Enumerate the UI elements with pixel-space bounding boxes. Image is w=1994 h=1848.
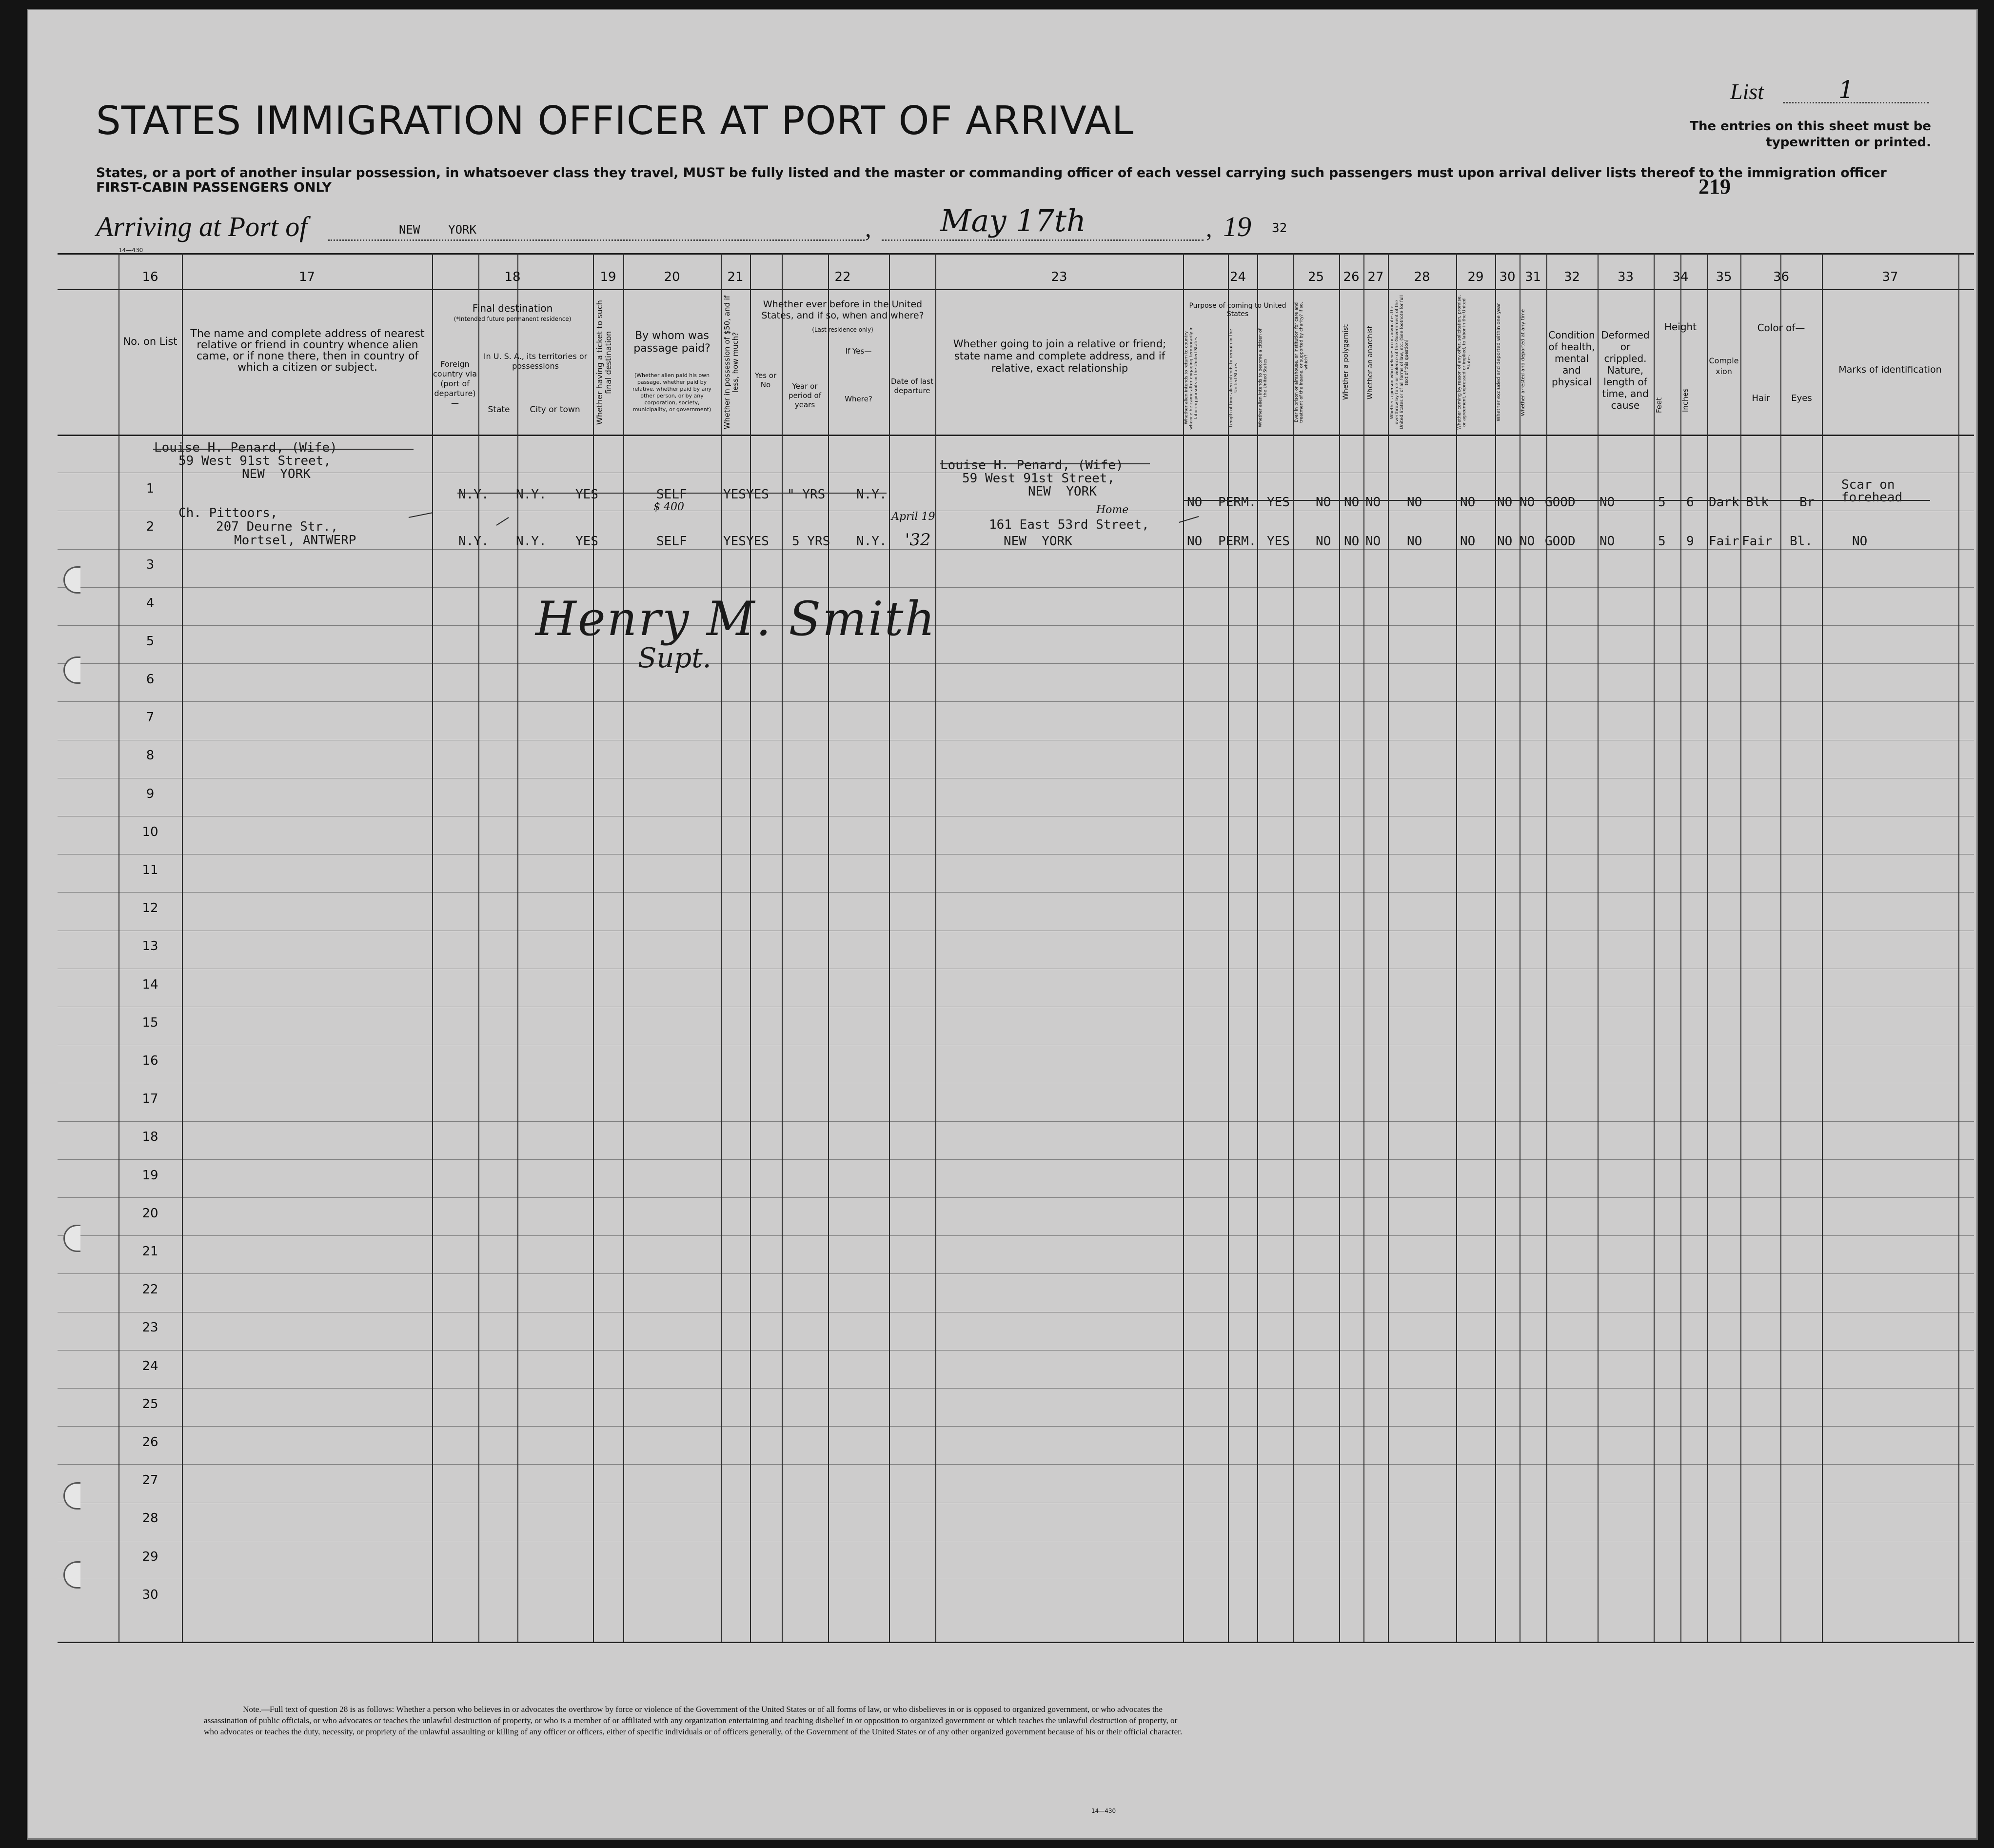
row-number: 16: [142, 1053, 158, 1068]
header-in-usa: In U. S. A., its territories or possessions: [483, 352, 588, 371]
header-hair: Hair: [1752, 393, 1770, 403]
r1-relative-city: NEW YORK: [242, 467, 311, 481]
binder-hole: [63, 1482, 80, 1510]
row-number: 21: [142, 1244, 158, 1259]
r2-health: GOOD: [1545, 534, 1576, 549]
r1-marks-line1: Scar on: [1841, 477, 1895, 492]
row-rule: [58, 663, 1974, 664]
strikethrough-overlay: [28, 10, 1976, 596]
row-number: 22: [142, 1282, 158, 1297]
r1-money: YES: [723, 487, 746, 502]
colnum-26: 26: [1343, 270, 1360, 284]
row-number: 18: [142, 1130, 158, 1145]
row-number: 4: [146, 596, 155, 611]
entries-note: The entries on this sheet must be typewritten or printed.: [1690, 119, 1931, 150]
r1-c28: NO: [1407, 495, 1422, 510]
row-number: 11: [142, 863, 158, 877]
colnum-21: 21: [727, 270, 744, 284]
r2-join-street: 161 East 53rd Street,: [989, 517, 1149, 532]
colnum-24: 24: [1229, 270, 1246, 284]
r1-deformed: NO: [1599, 495, 1615, 510]
header-purpose-length: Length of time alien intends to remain in the United States: [1229, 329, 1239, 427]
footer-form-code: 14—430: [1091, 1808, 1116, 1814]
r1-period: " YRS: [787, 487, 826, 502]
row-number: 6: [146, 672, 155, 687]
row-number: 25: [142, 1396, 158, 1411]
row-rule: [58, 625, 1974, 626]
comma-2: ,: [1206, 215, 1212, 242]
r2-c26: NO: [1344, 534, 1360, 549]
colnum-22: 22: [834, 270, 851, 284]
row-rule: [58, 1350, 1974, 1351]
row-number: 26: [142, 1435, 158, 1450]
r1-where: N.Y.: [856, 487, 887, 502]
r2-citizen: YES: [1267, 534, 1290, 549]
r2-c27: NO: [1365, 534, 1381, 549]
colnum-36: 36: [1773, 270, 1790, 284]
row-rule: [58, 1273, 1974, 1274]
header-overthrow: Whether a person who believes in or advocates the overthrow by force or violence of the Government of the United States or of all forms of law, etc. (See footnote for full text of this question): [1390, 295, 1409, 430]
port-value: NEW YORK: [399, 223, 476, 237]
r2-complexion: Fair: [1709, 534, 1739, 549]
colnum-31: 31: [1524, 270, 1541, 284]
year-prefix: 19: [1223, 211, 1251, 242]
colnum-32: 32: [1563, 270, 1580, 284]
row-rule: [58, 1426, 1974, 1427]
header-anarchist: Whether an anarchist: [1366, 325, 1374, 399]
row-number: 5: [146, 634, 155, 649]
arriving-label: Arriving at Port of: [96, 211, 308, 242]
r1-join-street: 59 West 91st Street,: [962, 471, 1115, 486]
table-bottom-border: [58, 1642, 1974, 1643]
header-arrested: Whether arrested and deported at any time: [1520, 309, 1526, 416]
r1-marks-line2: forehead: [1841, 490, 1903, 505]
check-mark-2: [496, 517, 509, 525]
r1-paid-by: SELF: [656, 487, 687, 502]
header-last-departure: Date of last departure: [891, 377, 933, 395]
r2-relative-name: Ch. Pittoors,: [178, 506, 278, 520]
colnum-16: 16: [142, 270, 158, 284]
r1-complexion: Dark: [1709, 495, 1739, 510]
r2-feet: 5: [1658, 534, 1666, 549]
colnum-17: 17: [298, 270, 316, 284]
header-ticket: Whether having a ticket to such final destination: [595, 300, 613, 425]
r2-join-city: NEW YORK: [1004, 534, 1072, 549]
header-polygamist: Whether a polygamist: [1342, 324, 1350, 400]
r1-ticket: YES: [575, 487, 598, 502]
date-handwritten: May 17th: [940, 203, 1086, 238]
header-by-whom-note: (Whether alien paid his own passage, whether paid by relative, whether paid by any other person, or by any corporation, society, municipality, or government): [632, 372, 711, 413]
officer-title: Supt.: [638, 642, 711, 674]
row-number: 13: [142, 939, 158, 954]
header-where: Where?: [845, 395, 872, 403]
r2-c28: NO: [1407, 534, 1422, 549]
r2-paid-by: SELF: [656, 534, 687, 549]
header-period: Year or period of years: [788, 382, 821, 409]
header-going-to-join: Whether going to join a relative or friend; state name and complete address, and if relative, exact relationship: [953, 338, 1166, 374]
r1-inches: 6: [1686, 495, 1694, 510]
r2-city: N.Y.: [516, 534, 547, 549]
header-purpose: Purpose of coming to United States: [1189, 302, 1286, 318]
colnum-34: 34: [1672, 270, 1689, 284]
r1-relative-street: 59 West 91st Street,: [178, 454, 332, 468]
row-rule: [58, 1197, 1974, 1198]
row-number: 15: [142, 1015, 158, 1030]
colnum-19: 19: [600, 270, 616, 284]
year-suffix: 32: [1272, 221, 1287, 236]
header-deformed: Deformed or crippled. Nature, length of time, and cause: [1601, 329, 1650, 411]
row-rule: [58, 1159, 1974, 1160]
row-rule: [58, 1464, 1974, 1465]
header-health: Condition of health, mental and physical: [1548, 329, 1595, 388]
r1-c29: NO: [1460, 495, 1476, 510]
r2-eyes: Bl.: [1790, 534, 1813, 549]
sheet-number: 219: [1698, 175, 1731, 199]
header-state: State: [488, 405, 510, 415]
header-nearest-relative: The name and complete address of nearest relative or friend in country whence alien came, or if none there, then in country of which a citizen or subject.: [190, 328, 425, 374]
header-final-destination-note: (*Intended future permanent residence): [454, 316, 572, 322]
r1-join-city: NEW YORK: [1028, 484, 1097, 499]
colnum-23: 23: [1051, 270, 1067, 284]
row-rule: [58, 1388, 1974, 1389]
r1-health: GOOD: [1545, 495, 1576, 510]
r2-ticket: YES: [575, 534, 598, 549]
binder-hole: [63, 1225, 80, 1252]
binder-hole: [63, 656, 80, 684]
class-label: FIRST-CABIN PASSENGERS ONLY: [96, 180, 332, 195]
header-excluded: Whether excluded and deported within one year: [1496, 303, 1501, 422]
r1-return: NO: [1187, 495, 1203, 510]
header-last-residence: (Last residence only): [812, 326, 873, 333]
r1-length: PERM.: [1218, 495, 1257, 510]
row-number: 28: [142, 1511, 158, 1526]
comma: ,: [865, 215, 871, 242]
r1-eyes: Br: [1799, 495, 1815, 510]
colnum-20: 20: [664, 270, 680, 284]
colnum-30: 30: [1499, 270, 1516, 284]
row-number: 30: [142, 1587, 158, 1602]
r1-state: N.Y.: [458, 487, 489, 502]
colnum-29: 29: [1467, 270, 1484, 284]
r1-c27: NO: [1365, 495, 1381, 510]
header-eyes: Eyes: [1791, 393, 1812, 403]
r1-citizen: YES: [1267, 495, 1290, 510]
r1-feet: 5: [1658, 495, 1666, 510]
header-height: Height: [1664, 321, 1697, 333]
r2-paid-note: $ 400: [653, 501, 684, 513]
r1-c31: NO: [1520, 495, 1535, 510]
r1-city: N.Y.: [516, 487, 547, 502]
r2-hair: Fair: [1742, 534, 1773, 549]
header-complexion: Complexion: [1709, 356, 1739, 376]
r2-date-note: April 19: [891, 511, 935, 523]
r2-c25: NO: [1316, 534, 1331, 549]
header-inches: Inches: [1681, 388, 1690, 413]
row-number: 29: [142, 1549, 158, 1564]
row-number: 12: [142, 901, 158, 916]
row-rule: [58, 1235, 1974, 1236]
r2-money: YES: [723, 534, 746, 549]
r2-relative-city: Mortsel, ANTWERP: [234, 533, 356, 548]
row-number: 1: [146, 481, 155, 496]
header-final-destination: Final destination: [472, 302, 553, 314]
colnum-18: 18: [504, 270, 521, 284]
r1-c25: NO: [1316, 495, 1331, 510]
colnum-25: 25: [1307, 270, 1324, 284]
row-number: 14: [142, 977, 158, 992]
row-number: 23: [142, 1320, 158, 1335]
list-number: 1: [1838, 76, 1854, 104]
officer-signature: Henry M. Smith: [535, 592, 937, 646]
r2-date: '32: [905, 530, 931, 550]
header-purpose-citizen: Whether alien intends to become a citizen of the United States: [1258, 328, 1268, 428]
header-color-of: Color of—: [1757, 322, 1805, 334]
r1-been-before: YES: [746, 487, 769, 502]
r2-been-before: YES: [746, 534, 769, 549]
colnum-37: 37: [1882, 270, 1898, 284]
r2-c31: NO: [1520, 534, 1535, 549]
page-title: STATES IMMIGRATION OFFICER AT PORT OF ARRIVAL: [96, 98, 1134, 143]
header-if-yes: If Yes—: [845, 347, 872, 356]
row-number: 20: [142, 1206, 158, 1221]
row-number: 3: [146, 557, 155, 573]
r2-join-note: Home: [1096, 504, 1129, 516]
header-yes-no: Yes or No: [754, 371, 777, 389]
binder-hole: [63, 1561, 80, 1589]
row-number: 19: [142, 1168, 158, 1183]
header-prison: Ever in prison or almshouse, or institution for care and treatment of the insane, or supported by charity? If so, which?: [1294, 302, 1309, 423]
r2-c29: NO: [1460, 534, 1476, 549]
row-number: 2: [146, 519, 155, 535]
r2-period: 5 YRS: [792, 534, 830, 549]
row-number: 17: [142, 1092, 158, 1107]
r2-length: PERM.: [1218, 534, 1257, 549]
list-label: List: [1730, 79, 1764, 104]
row-rule: [58, 1121, 1974, 1122]
r2-state: N.Y.: [458, 534, 489, 549]
r1-join-name: Louise H. Penard, (Wife): [940, 458, 1124, 473]
row-number: 10: [142, 824, 158, 839]
header-feet: Feet: [1655, 397, 1663, 414]
row-number: 8: [146, 748, 155, 763]
header-ever-before: Whether ever before in the United States, and if so, when and where?: [761, 299, 924, 321]
manifest-sheet: [27, 9, 1978, 1840]
row-number: 27: [142, 1473, 158, 1488]
r1-c26: NO: [1344, 495, 1360, 510]
row-rule: [58, 701, 1974, 702]
footnote-question-28: Note.—Full text of question 28 is as follows: Whether a person who believes in or advocates the overthrow by force or violence of the Government of the United States or of all forms of law, or who disbelieves in or is opposed to organized government, or who advocates the assassination of public officials, or who advocates or teaches the unlawful destruction of property, or who is a member of or affiliated with any organization entertaining and teaching disbelief in or opposition to organized government or which teaches the unlawful destruction of property, or who advocates or teaches the duty, necessity, or propriety of the unlawful assaulting or killing of any officer or officers, either of specific individuals or of officers generally, of the Government of the United States or of any other organized government because of his or their official character.: [204, 1705, 1183, 1736]
colnum-28: 28: [1414, 270, 1430, 284]
header-no-on-list: No. on List: [123, 336, 178, 347]
row-number: 7: [146, 710, 155, 725]
header-by-whom-paid: By whom was passage paid?: [633, 330, 711, 355]
header-foreign-country: Foreign country via (port of departure)—: [433, 359, 477, 408]
check-mark-1: [409, 513, 433, 517]
r2-return: NO: [1187, 534, 1203, 549]
colnum-35: 35: [1716, 270, 1732, 284]
r1-hair: Blk: [1746, 495, 1769, 510]
header-purpose-return: Whether alien intends to return to country whence he came after engaging temporarily in laboring pursuits in the United States: [1184, 326, 1199, 430]
colnum-27: 27: [1367, 270, 1384, 284]
r2-deformed: NO: [1599, 534, 1615, 549]
row-rule: [58, 892, 1974, 893]
header-marks: Marks of identification: [1838, 364, 1942, 375]
r2-marks: NO: [1852, 534, 1868, 549]
row-number: 9: [146, 786, 155, 801]
row-number: 24: [142, 1358, 158, 1373]
r1-c30: NO: [1497, 495, 1513, 510]
r2-where: N.Y.: [856, 534, 887, 549]
header-fifty-dollars: Whether in possession of $50, and if less, how much?: [723, 295, 740, 430]
header-city: City or town: [530, 405, 580, 415]
r2-c30: NO: [1497, 534, 1513, 549]
r1-relative-name: Louise H. Penard, (Wife): [154, 440, 337, 455]
check-mark-3: [1179, 517, 1199, 522]
header-labor-offer: Whether coming by reason of any offer, solicitation, promise, or agreement, expressed or implied, to labor in the United States: [1457, 295, 1472, 430]
r2-relative-street: 207 Deurne Str.,: [216, 519, 338, 534]
colnum-33: 33: [1617, 270, 1634, 284]
form-code: 14—430: [118, 247, 143, 254]
r2-inches: 9: [1686, 534, 1694, 549]
instructions-text: States, or a port of another insular possession, in whatsoever class they travel, MUST be fully listed and the master or commanding officer of each vessel carrying such passengers must upon arrival deliver lists thereof to the immigration officer: [96, 165, 1887, 180]
